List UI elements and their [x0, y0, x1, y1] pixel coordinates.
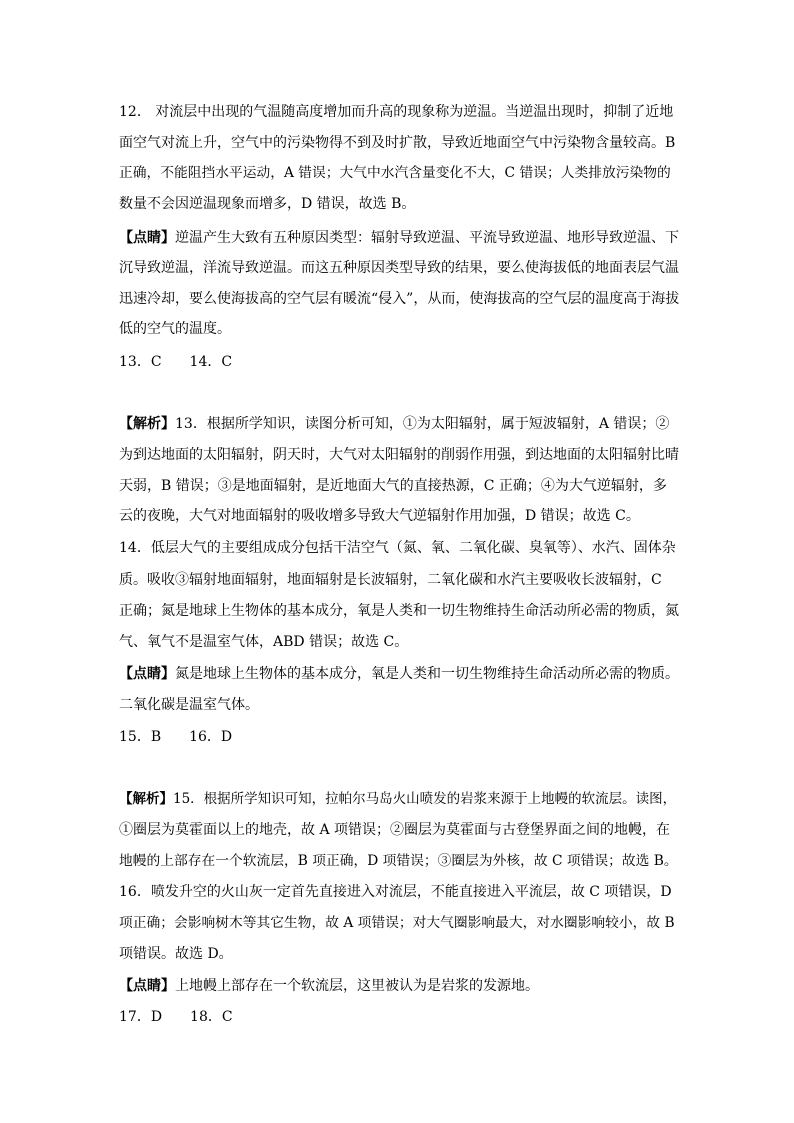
text-line: 云的夜晚，大气对地面辐射的吸收增多导致大气逆辐射作用加强，D 错误；故选 C。 — [119, 508, 640, 524]
section-marker: 【点睛】 — [119, 666, 175, 682]
answer-17: 17．D — [119, 1009, 163, 1025]
answer-line — [119, 350, 679, 374]
text-line: 二氧化碳是温室气体。 — [119, 697, 259, 713]
text-line: 项错误。故选 D。 — [119, 946, 233, 962]
answer-15: 15．B — [119, 729, 162, 745]
text-line: ①圈层为莫霍面以上的地壳，故 A 项错误；②圈层为莫霍面与古登堡界面之间的地幔，在 — [119, 822, 671, 838]
text-line: 地幔的上部存在一个软流层，B 项正确，D 项错误；③圈层为外核，故 C 项错误；故选 B。 — [119, 853, 678, 869]
text-line: 数量不会因逆温现象而增多，D 错误，故选 B。 — [119, 196, 416, 212]
answer-line — [119, 725, 679, 749]
text-line: 16．喷发升空的火山灰一定首先直接进入对流层，不能直接进入平流层，故 C 项错误，D — [119, 884, 672, 900]
text-line: 【点睛】逆温产生大致有五种原因类型：辐射导致逆温、平流导致逆温、地形导致逆温、下 — [119, 230, 679, 246]
answer-13: 13．C — [119, 354, 162, 370]
answer-16: 16．D — [189, 729, 233, 745]
text-line: 沉导致逆温，洋流导致逆温。而这五种原因类型导致的结果，要么使海拔低的地面表层气温 — [119, 260, 679, 276]
answer-line — [119, 1005, 679, 1029]
text-line: 质。吸收③辐射地面辐射，地面辐射是长波辐射，二氧化碳和水汽主要吸收长波辐射，C — [119, 572, 662, 588]
section-marker: 【解析】 — [119, 416, 175, 432]
text-line: 天弱，B 错误；③是地面辐射，是近地面大气的直接热源，C 正确；④为大气逆辐射，多 — [119, 478, 667, 494]
text-line: 12． 对流层中出现的气温随高度增加而升高的现象称为逆温。当逆温出现时，抑制了近地 — [119, 104, 674, 120]
text-line: 迅速冷却，要么使海拔高的空气层有暖流“侵入”，从而，使海拔高的空气层的温度高于海拔 — [119, 291, 680, 307]
text-line: 面空气对流上升，空气中的污染物得不到及时扩散，导致近地面空气中污染物含量较高。B — [119, 135, 676, 151]
text-line: 项正确；会影响树木等其它生物，故 A 项错误；对大气圈影响最大，对水圈影响较小，故 B — [119, 915, 675, 931]
text-line: 为到达地面的太阳辐射，阴天时，大气对太阳辐射的削弱作用强，到达地面的太阳辐射比晴 — [119, 447, 679, 463]
text-line: 【点睛】氮是地球上生物体的基本成分，氧是人类和一切生物维持生命活动所必需的物质。 — [119, 666, 679, 682]
text-line: 气、氧气不是温室气体，ABD 错误；故选 C。 — [119, 634, 409, 650]
answer-18: 18．C — [190, 1009, 233, 1025]
text-line: 14．低层大气的主要组成成分包括干洁空气（氮、氧、二氧化碳、臭氧等）、水汽、固体杂 — [119, 540, 676, 556]
section-marker: 【解析】 — [119, 791, 173, 807]
text-line: 正确；氮是地球上生物体的基本成分，氧是人类和一切生物维持生命活动所必需的物质，氮 — [119, 603, 679, 619]
text-line: 正确，不能阻挡水平运动，A 错误；大气中水汽含量变化不大，C 错误；人类排放污染物的 — [119, 165, 671, 181]
text-line: 【解析】15．根据所学知识可知，拉帕尔马岛火山喷发的岩浆来源于上地幔的软流层。读图， — [119, 791, 677, 807]
text-line: 【点睛】上地幔上部存在一个软流层，这里被认为是岩浆的发源地。 — [119, 978, 539, 994]
section-marker: 【点睛】 — [119, 978, 175, 994]
text-line: 低的空气的温度。 — [119, 321, 231, 337]
text-line: 【解析】13．根据所学知识，读图分析可知，①为太阳辐射，属于短波辐射，A 错误；② — [119, 416, 670, 432]
section-marker: 【点睛】 — [119, 230, 175, 246]
answer-14: 14．C — [189, 354, 233, 370]
